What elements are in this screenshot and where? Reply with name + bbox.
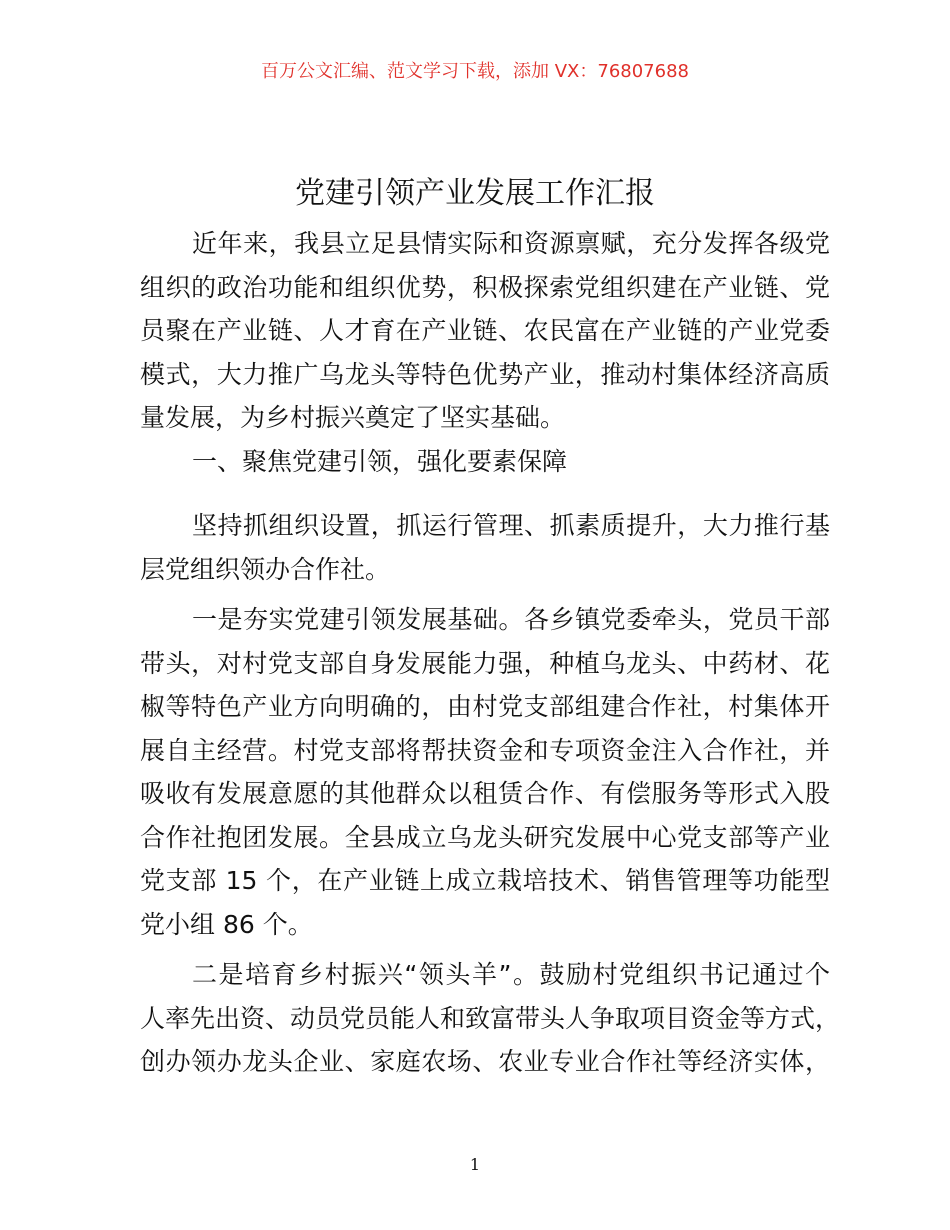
- text-line: 员聚在产业链、人才育在产业链、农民富在产业链的产业党委: [140, 316, 830, 345]
- text-line: 创办领办龙头企业、家庭农场、农业专业合作社等经济实体，: [140, 1047, 830, 1076]
- paragraph: [140, 504, 830, 591]
- text-line: 带头，对村党支部自身发展能力强，种植乌龙头、中药材、花: [140, 648, 830, 678]
- page-number: 1: [469, 1155, 481, 1174]
- paragraph: [140, 440, 830, 484]
- paragraph: [140, 598, 830, 946]
- text-line: 量发展，为乡村振兴奠定了坚实基础。: [140, 403, 566, 432]
- document-title: 党建引领产业发展工作汇报: [295, 176, 655, 211]
- text-line: 一、聚焦党建引领，强化要素保障: [192, 446, 568, 476]
- text-line: 椒等特色产业方向明确的，由村党支部组建合作社，村集体开: [140, 692, 830, 721]
- text-line: 二是培育乡村振兴“领头羊”。鼓励村党组织书记通过个: [192, 960, 830, 989]
- text-line: 党小组 86 个。: [140, 909, 313, 939]
- text-line: 人率先出资、动员党员能人和致富带头人争取项目资金等方式，: [140, 1003, 841, 1033]
- text-line: 吸收有发展意愿的其他群众以租赁合作、有偿服务等形式入股: [140, 779, 830, 808]
- text-line: 展自主经营。村党支部将帮扶资金和专项资金注入合作社，并: [140, 735, 830, 765]
- text-line: 层党组织领办合作社。: [140, 554, 391, 584]
- text-line: 组织的政治功能和组织优势，积极探索党组织建在产业链、党: [140, 272, 830, 302]
- text-line: 一是夯实党建引领发展基础。各乡镇党委牵头，党员干部: [192, 605, 830, 634]
- watermark-header: 百万公文汇编、范文学习下载，添加 VX：76807688: [261, 61, 689, 82]
- text-line: 近年来，我县立足县情实际和资源禀赋，充分发挥各级党: [192, 229, 830, 258]
- text-line: 坚持抓组织设置，抓运行管理、抓素质提升，大力推行基: [192, 511, 830, 540]
- document-body: [140, 222, 841, 1084]
- paragraph: [140, 953, 841, 1084]
- text-line: 党支部 15 个，在产业链上成立栽培技术、销售管理等功能型: [140, 866, 830, 895]
- paragraph: [140, 222, 830, 440]
- text-line: 合作社抱团发展。全县成立乌龙头研究发展中心党支部等产业: [140, 822, 830, 852]
- text-line: 模式，大力推广乌龙头等特色优势产业，推动村集体经济高质: [140, 359, 830, 389]
